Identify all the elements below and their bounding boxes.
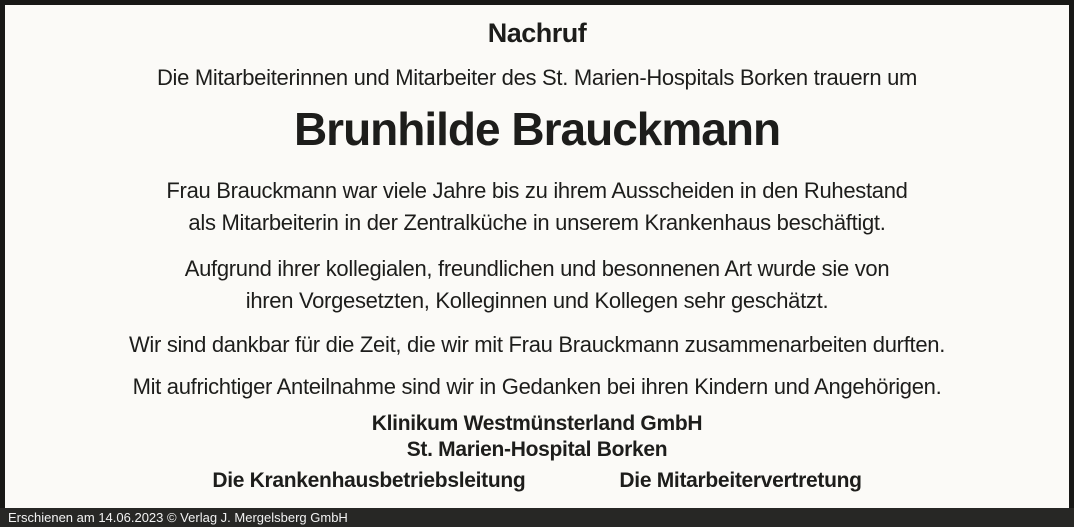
paragraph-character [5,253,1069,317]
publication-footer [0,508,1074,527]
intro-line: Die Mitarbeiterinnen und Mitarbeiter des St. Marien-Hospitals Borken trauern um [156,65,918,90]
paragraph-gratitude [5,329,1069,361]
notice-title: Nachruf [487,18,587,48]
signature-hospital: St. Marien-Hospital Borken [406,438,668,461]
paragraph-line: als Mitarbeiterin in der Zentralküche in unserem Krankenhaus beschäftigt. [188,210,886,235]
paragraph-line: Frau Brauckmann war viele Jahre bis zu ihrem Ausscheiden in den Ruhestand [166,178,908,203]
paragraph-line: ihren Vorgesetzten, Kolleginnen und Kollegen sehr geschätzt. [245,288,829,313]
paragraph-condolence [5,371,1069,403]
signature-management: Die Krankenhausbetriebsleitung [212,469,526,492]
paragraph-line: Aufgrund ihrer kollegialen, freundlichen und besonnenen Art wurde sie von [184,256,890,281]
signature-row [5,468,1069,494]
signature-block [5,411,1069,463]
publication-info: Erschienen am 14.06.2023 © Verlag J. Mergelsberg GmbH [8,510,348,525]
paragraph-employment [5,175,1069,239]
signature-company: Klinikum Westmünsterland GmbH [371,412,703,435]
paragraph-line: Mit aufrichtiger Anteilnahme sind wir in Gedanken bei ihren Kindern und Angehörigen. [132,374,942,399]
paragraph-line: Wir sind dankbar für die Zeit, die wir mit Frau Brauckmann zusammenarbeiten durften. [128,332,946,357]
signature-employee-representation: Die Mitarbeitervertretung [619,469,862,492]
deceased-name: Brunhilde Brauckmann [293,103,781,155]
